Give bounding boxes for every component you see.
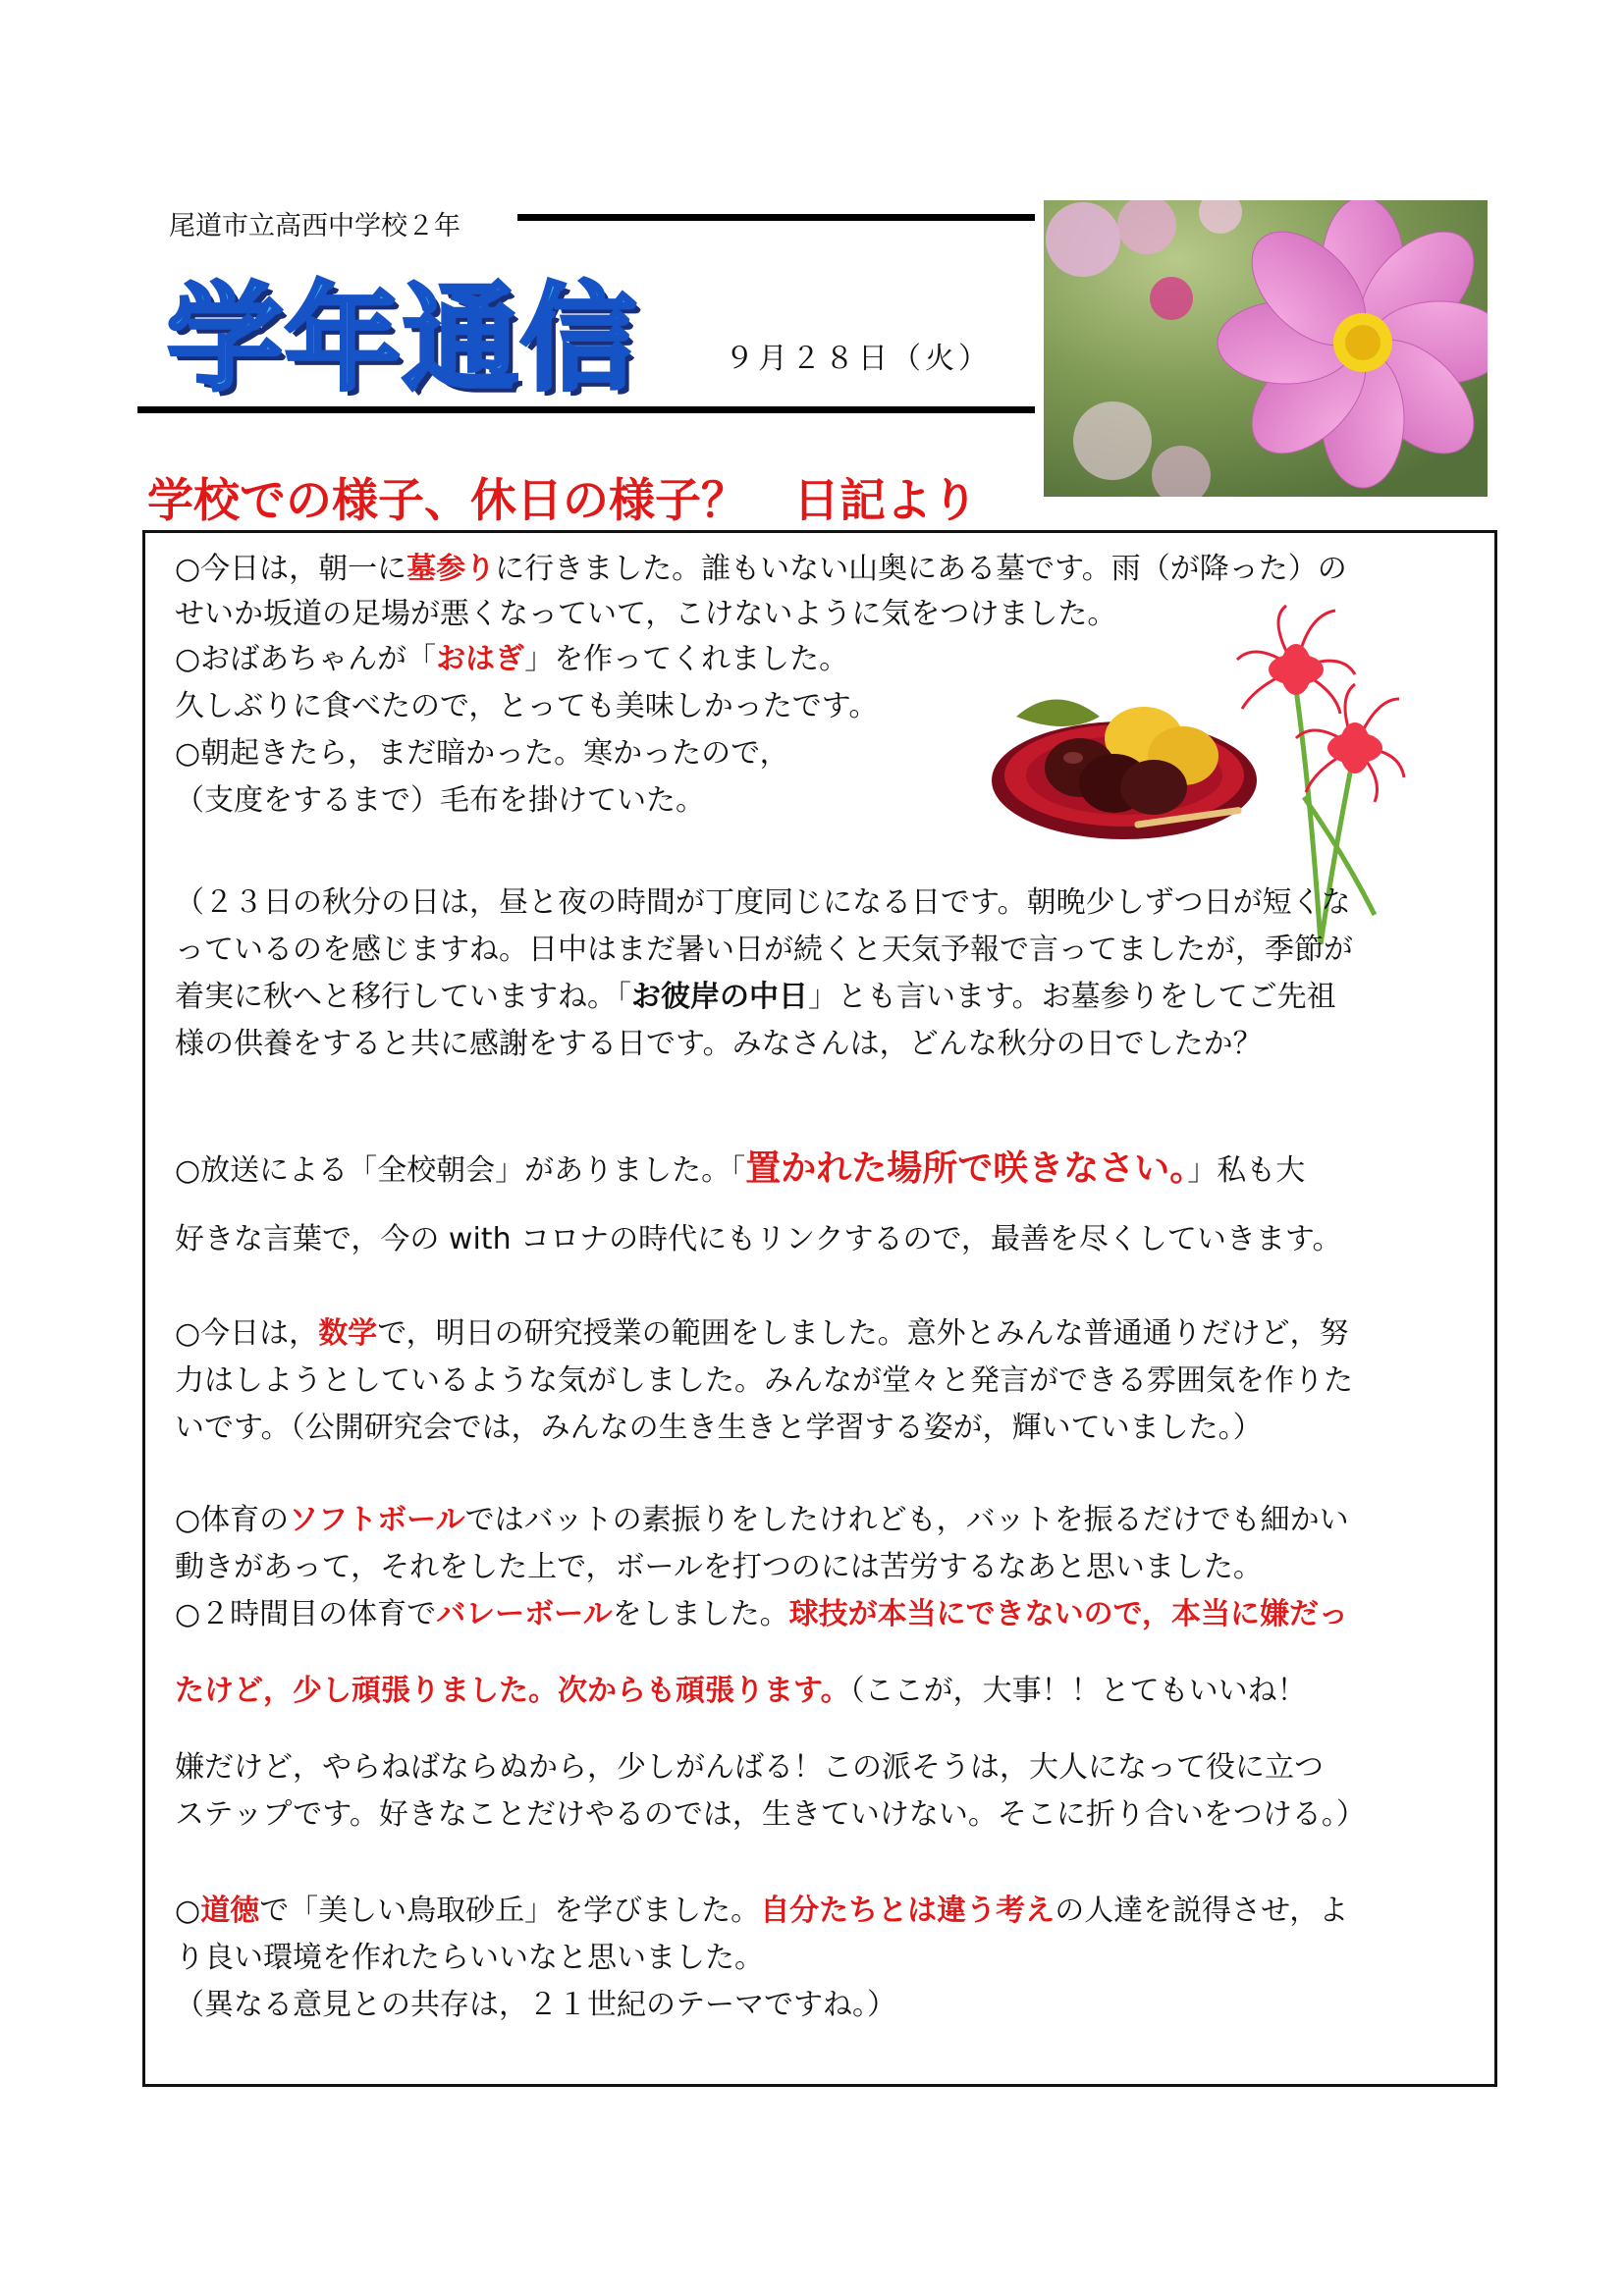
diary-line: 着実に秋へと移行していますね。「お彼岸の中日」とも言います。お墓参りをしてご先祖: [175, 980, 1336, 1014]
diary-line: 嫌だけど，やらねばならぬから，少しがんばる！この派そうは，大人になって役に立つ: [175, 1750, 1324, 1785]
school-name: 尾道市立高西中学校２年: [169, 211, 460, 241]
diary-line: ○おばあちゃんが「おはぎ」を作ってくれました。: [175, 642, 849, 676]
header-bottom-rule: [137, 406, 1035, 413]
diary-line: ○道徳で「美しい鳥取砂丘」を学びました。自分たちとは違う考えの人達を説得させ，よ: [175, 1894, 1349, 1928]
diary-line: 力はしようとしているような気がしました。みんなが堂々と発言ができる雰囲気を作りた: [175, 1363, 1353, 1398]
diary-line: り良い環境を作れたらいいなと思いました。: [175, 1941, 764, 1975]
diary-line: ○今日は，朝一に墓参りに行きました。誰もいない山奥にある墓です。雨（が降った）の: [175, 552, 1347, 586]
diary-line: 動きがあって，それをした上で，ボールを打つのには苦労するなあと思いました。: [175, 1550, 1263, 1584]
diary-line: いです。（公開研究会では，みんなの生き生きと学習する姿が，輝いていました。）: [175, 1411, 1263, 1445]
diary-line: ○今日は，数学で，明日の研究授業の範囲をしました。意外とみんな普通通りだけど，努: [175, 1316, 1349, 1351]
diary-line: 様の供養をすると共に感謝をする日です。みなさんは，どんな秋分の日でしたか？: [175, 1027, 1263, 1061]
diary-line: ○放送による「全校朝会」がありました。「置かれた場所で咲きなさい。」私も大: [175, 1148, 1306, 1189]
issue-date: ９月２８日（火）: [725, 342, 992, 376]
diary-line: ○朝起きたら，まだ暗かった。寒かったので，: [175, 736, 789, 771]
section-headline: 学校での様子、休日の様子？ 日記より: [147, 474, 978, 528]
diary-line: （支度をするまで）毛布を掛けていた。: [175, 783, 705, 818]
diary-line: たけど，少し頑張りました。次からも頑張ります。（ここが，大事！！とてもいいね！: [175, 1674, 1307, 1708]
diary-line: ○２時間目の体育でバレーボールをしました。球技が本当にできないので，本当に嫌だっ: [175, 1597, 1348, 1631]
diary-line: っているのを感じますね。日中はまだ暑い日が続くと天気予報で言ってましたが，季節が: [175, 933, 1353, 967]
header-top-rule: [517, 214, 1035, 221]
diary-line: 久しぶりに食べたので，とっても美味しかったです。: [175, 689, 879, 723]
diary-line: せいか坂道の足場が悪くなっていて，こけないように気をつけました。: [175, 597, 1117, 631]
diary-line: ステップです。好きなことだけやるのでは，生きていけない。そこに折り合いをつける。）: [175, 1797, 1366, 1832]
diary-line: （２３日の秋分の日は，昼と夜の時間が丁度同じになる日です。朝晩少しずつ日が短くな: [175, 885, 1351, 920]
newsletter-title: 学年通信: [167, 271, 639, 406]
ohagi-plate-illustration: [987, 677, 1267, 844]
cosmos-flower-photo: [1044, 200, 1488, 497]
diary-line: 好きな言葉で，今の with コロナの時代にもリンクするので，最善を尽くしていきます。: [175, 1222, 1342, 1256]
diary-line: （異なる意見との共存は，２１世紀のテーマですね。）: [175, 1988, 896, 2022]
diary-line: ○体育のソフトボールではバットの素振りをしたけれども，バットを振るだけでも細かい: [175, 1503, 1349, 1537]
